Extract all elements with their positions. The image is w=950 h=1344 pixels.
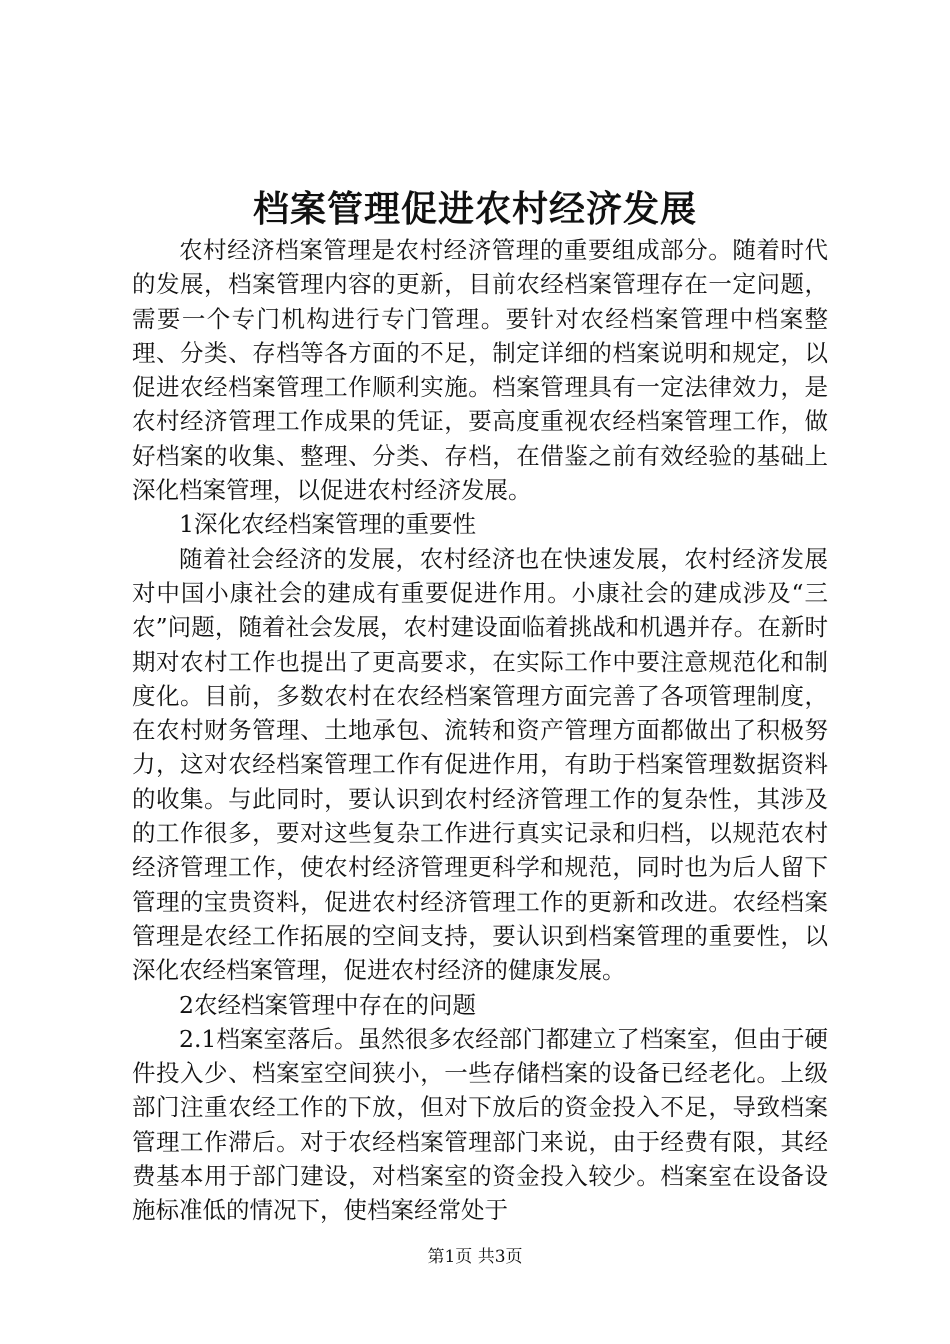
section-heading-1: 1深化农经档案管理的重要性 [179, 510, 476, 539]
intro-paragraph: 农村经济档案管理是农村经济管理的重要组成部分。随着时代的发展，档案管理内容的更新，目前农经档案管理存在一定问题，需要一个专门机构进行专门管理。要针对农经档案管理中档案整理、分类、存档等各方面的不足，制定详细的档案说明和规定，以促进农经档案管理工作顺利实施。档案管理具有一定法律效力，是农村经济管理工作成果的凭证，要高度重视农经档案管理工作，做好档案的收集、整理、分类、存档，在借鉴之前有效经验的基础上深化档案管理，以促进农村经济发展。 [132, 236, 828, 505]
section-2-1-paragraph: 2.1档案室落后。虽然很多农经部门都建立了档案室，但由于硬件投入少、档案室空间狭小，一些存储档案的设备已经老化。上级部门注重农经工作的下放，但对下放后的资金投入不足，导致档案管理工作滞后。对于农经档案管理部门来说，由于经费有限，其经费基本用于部门建设，对档案室的资金投入较少。档案室在设备设施标准低的情况下，使档案经常处于 [132, 1024, 828, 1225]
page-footer: 第1页 共3页 [427, 1247, 523, 1267]
document-body [132, 233, 828, 1228]
section-1-paragraph: 随着社会经济的发展，农村经济也在快速发展，农村经济发展对中国小康社会的建成有重要促进作用。小康社会的建成涉及“三农”问题，随着社会发展，农村建设面临着挑战和机遇并存。在新时期对农村工作也提出了更高要求，在实际工作中要注意规范化和制度化。目前，多数农村在农经档案管理方面完善了各项管理制度，在农村财务管理、土地承包、流转和资产管理方面都做出了积极努力，这对农经档案管理工作有促进作用，有助于档案管理数据资料的收集。与此同时，要认识到农村经济管理工作的复杂性，其涉及的工作很多，要对这些复杂工作进行真实记录和归档，以规范农村经济管理工作，使农村经济管理更科学和规范，同时也为后人留下管理的宝贵资料，促进农村经济管理工作的更新和改进。农经档案管理是农经工作拓展的空间支持，要认识到档案管理的重要性，以深化农经档案管理，促进农村经济的健康发展。 [132, 544, 828, 985]
document-title: 档案管理促进农村经济发展 [252, 188, 697, 230]
section-heading-2: 2农经档案管理中存在的问题 [179, 990, 476, 1019]
